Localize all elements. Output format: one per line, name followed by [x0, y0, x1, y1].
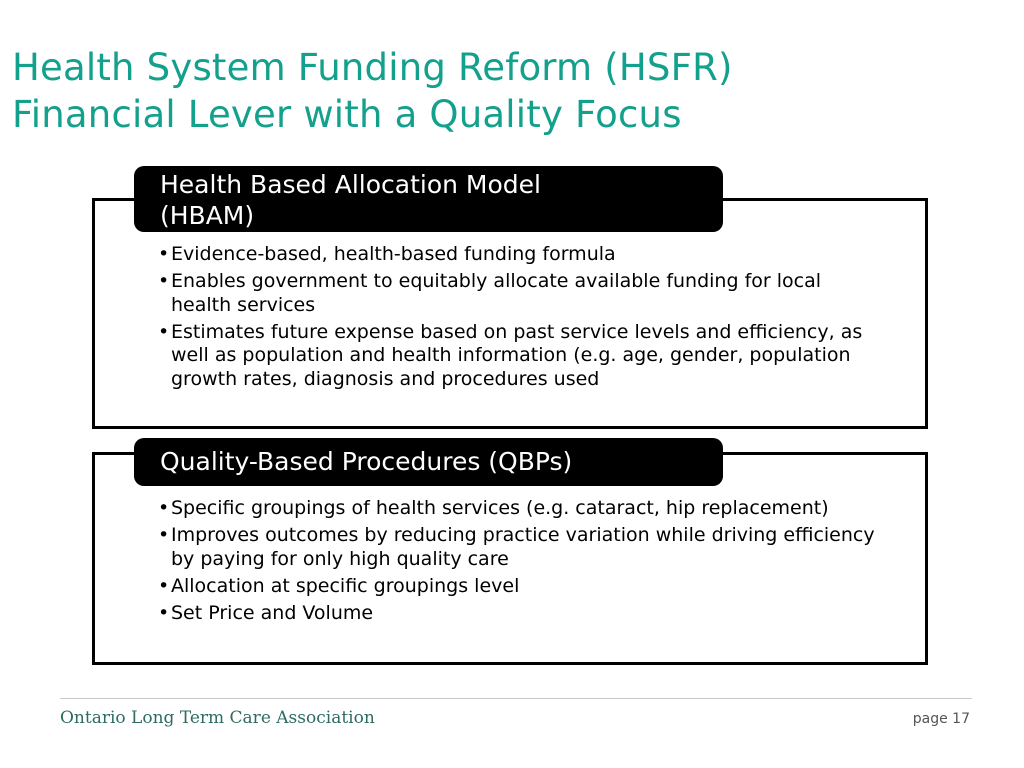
hbam-header [134, 166, 723, 232]
bullet-text: Enables government to equitably allocate available funding for local health services [171, 270, 822, 316]
footer-divider [60, 698, 972, 699]
list-item [158, 321, 878, 392]
qbp-header [134, 438, 723, 486]
bullet-text: Evidence-based, health-based funding formula [171, 243, 616, 265]
bullet-text: Allocation at specific groupings level [171, 574, 520, 597]
slide-title-line-2: Financial Lever with a Quality Focus [12, 93, 682, 136]
bullet-text: Specific groupings of health services (e.g. cataract, hip replacement) [171, 497, 829, 519]
list-item [158, 575, 878, 599]
list-item [158, 497, 878, 521]
page-number: page 17 [912, 711, 970, 727]
qbp-bullet-list [158, 497, 878, 629]
list-item [158, 524, 878, 571]
list-item [158, 270, 878, 317]
bullet-icon: • [158, 497, 170, 519]
slide-title [12, 44, 733, 138]
bullet-icon: • [158, 243, 170, 265]
bullet-icon: • [158, 574, 170, 597]
bullet-icon: • [158, 270, 170, 292]
list-item [158, 243, 878, 267]
footer-org-name: Ontario Long Term Care Association [60, 708, 375, 728]
bullet-text: Set Price and Volume [171, 601, 374, 624]
hbam-bullet-list [158, 243, 878, 395]
hbam-header-line-2: (HBAM) [160, 201, 255, 230]
bullet-icon: • [158, 601, 170, 624]
list-item [158, 602, 878, 626]
slide-title-line-1: Health System Funding Reform (HSFR) [12, 46, 733, 89]
hbam-header-line-1: Health Based Allocation Model [160, 170, 541, 199]
qbp-header-line-1: Quality-Based Procedures (QBPs) [160, 447, 573, 476]
bullet-icon: • [158, 320, 170, 343]
bullet-icon: • [158, 524, 170, 546]
bullet-text: Improves outcomes by reducing practice variation while driving efficiency by paying for only high quality care [171, 524, 875, 570]
bullet-text: Estimates future expense based on past service levels and efficiency, as well as population and health information (e.g. age, gender, population growth rates, diagnosis and procedures used [171, 320, 863, 390]
